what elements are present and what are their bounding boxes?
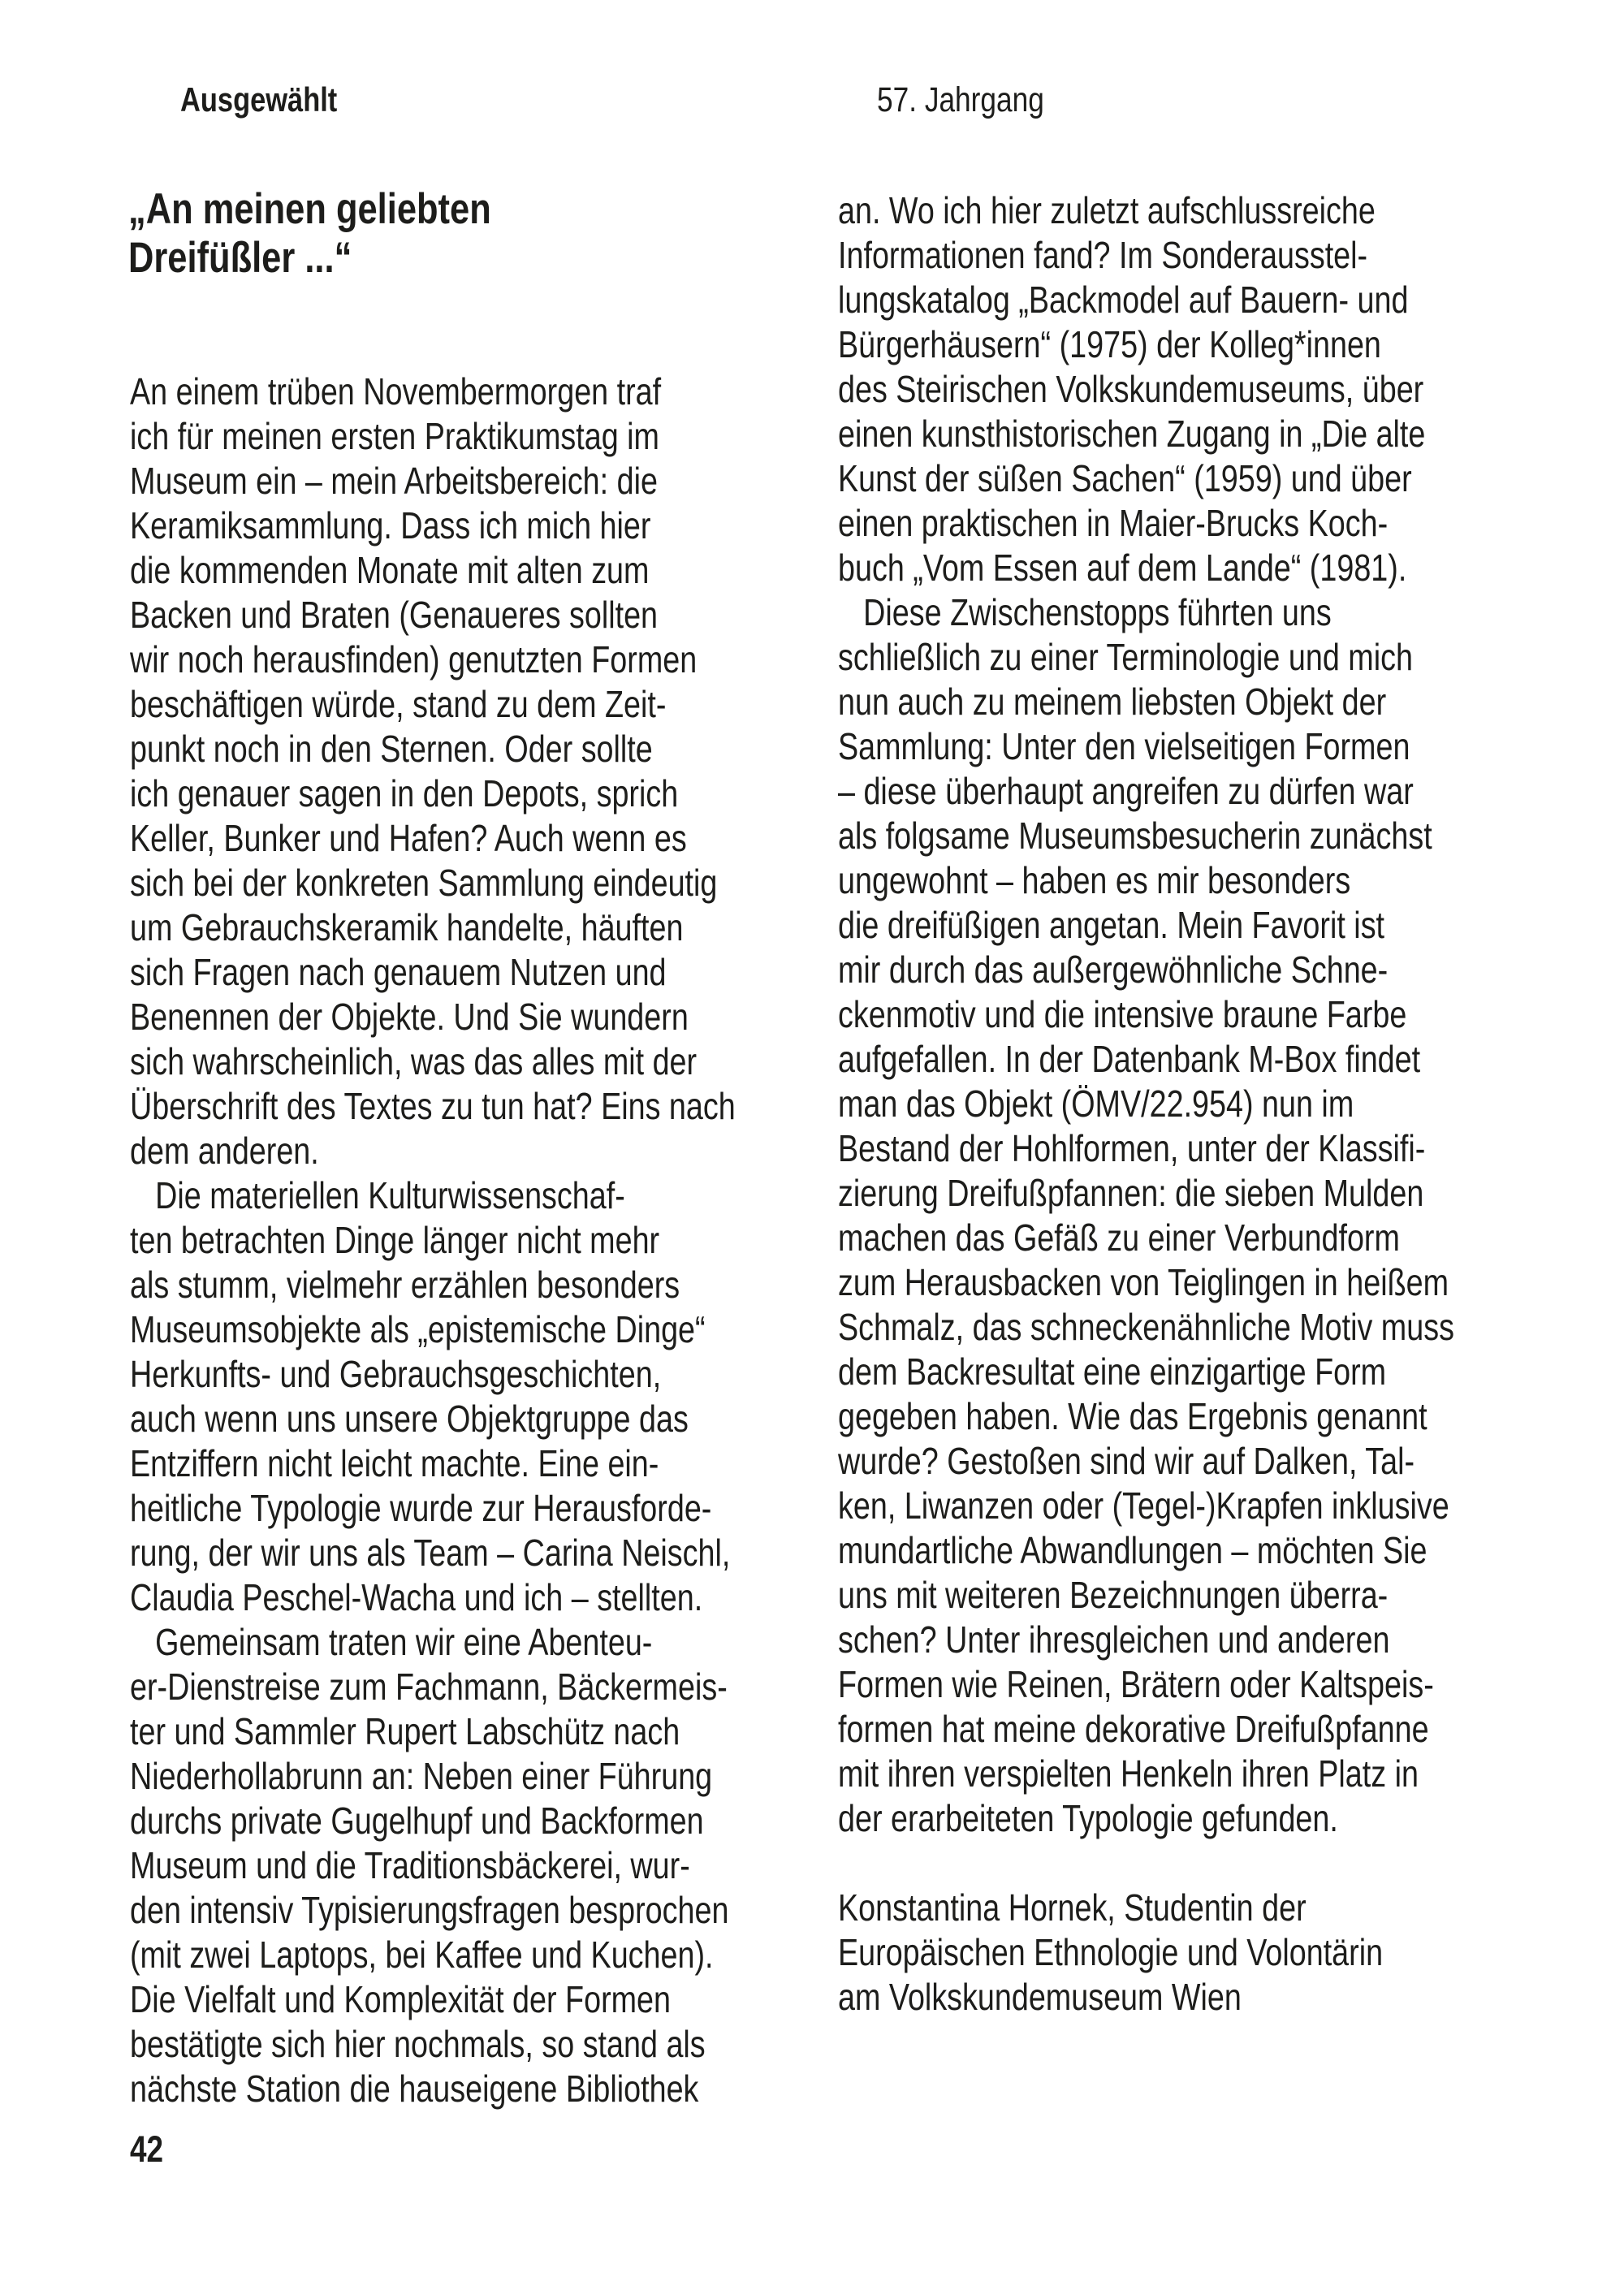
text-line: Konstantina Hornek, Studentin der	[838, 1886, 1307, 1929]
text-line: ken, Liwanzen oder (Tegel-)Krapfen inklusive	[838, 1484, 1449, 1527]
text-line: man das Objekt (ÖMV/22.954) nun im	[838, 1082, 1354, 1125]
text-line: schließlich zu einer Terminologie und mich	[838, 636, 1413, 678]
text-line: Museum und die Traditionsbäckerei, wur-	[130, 1844, 690, 1886]
text-line: Herkunfts- und Gebrauchsgeschichten,	[130, 1353, 662, 1395]
text-line: Niederhollabrunn an: Neben einer Führung	[130, 1755, 713, 1797]
text-line: ich genauer sagen in den Depots, sprich	[130, 772, 679, 814]
text-line: schen? Unter ihresgleichen und anderen	[838, 1618, 1390, 1661]
text-line: Dreifüßler ...“	[128, 234, 352, 282]
text-line: nun auch zu meinem liebsten Objekt der	[838, 681, 1387, 723]
text-line: uns mit weiteren Bezeichnungen überra-	[838, 1574, 1389, 1616]
text-line: Sammlung: Unter den vielseitigen Formen	[838, 725, 1410, 767]
text-line: mit ihren verspielten Henkeln ihren Platz in	[838, 1752, 1419, 1795]
text-line: Formen wie Reinen, Brätern oder Kaltspeis-	[838, 1663, 1434, 1705]
text-line: als stumm, vielmehr erzählen besonders	[130, 1264, 680, 1306]
text-line: sich wahrscheinlich, was das alles mit der	[130, 1040, 698, 1082]
text-line: ter und Sammler Rupert Labschütz nach	[130, 1710, 680, 1752]
text-line: aufgefallen. In der Datenbank M-Box findet	[838, 1038, 1421, 1080]
text-line: er-Dienstreise zum Fachmann, Bäckermeis-	[130, 1666, 728, 1708]
text-line: beschäftigen würde, stand zu dem Zeit-	[130, 683, 667, 725]
text-line: Entziffern nicht leicht machte. Eine ein-	[130, 1442, 659, 1484]
text-line: ich für meinen ersten Praktikumstag im	[130, 415, 659, 457]
text-line: Keramiksammlung. Dass ich mich hier	[130, 504, 651, 547]
text-line: die dreifüßigen angetan. Mein Favorit ist	[838, 904, 1385, 946]
text-line: heitliche Typologie wurde zur Herausforde-	[130, 1487, 712, 1529]
text-line: ten betrachten Dinge länger nicht mehr	[130, 1219, 660, 1261]
text-line: die kommenden Monate mit alten zum	[130, 549, 650, 591]
text-line: Benennen der Objekte. Und Sie wundern	[130, 996, 689, 1038]
volume-header: 57. Jahrgang	[877, 80, 1044, 119]
text-line: dem Backresultat eine einzigartige Form	[838, 1350, 1387, 1393]
text-line: als folgsame Museumsbesucherin zunächst	[838, 814, 1432, 857]
text-line: Kunst der süßen Sachen“ (1959) und über	[838, 457, 1412, 499]
text-line: Die materiellen Kulturwissenschaf-	[155, 1174, 625, 1216]
text-line: mundartliche Abwandlungen – möchten Sie	[838, 1529, 1427, 1571]
left-column	[130, 369, 802, 2111]
text-line: rung, der wir uns als Team – Carina Neischl,	[130, 1532, 731, 1574]
text-line: den intensiv Typisierungsfragen besprochen	[130, 1889, 729, 1931]
text-line: „An meinen geliebten	[128, 185, 491, 233]
text-line: durchs private Gugelhupf und Backformen	[130, 1800, 704, 1842]
text-line: Informationen fand? Im Sonderausstel-	[838, 234, 1368, 276]
text-line: Gemeinsam traten wir eine Abenteu-	[155, 1621, 653, 1663]
text-line: Claudia Peschel-Wacha und ich – stellten.	[130, 1576, 703, 1618]
section-header: Ausgewählt	[180, 80, 338, 119]
text-line: Backen und Braten (Genaueres sollten	[130, 594, 659, 636]
text-line: auch wenn uns unsere Objektgruppe das	[130, 1398, 689, 1440]
text-line: punkt noch in den Sternen. Oder sollte	[130, 728, 653, 770]
text-line: Museumsobjekte als „epistemische Dinge“	[130, 1308, 706, 1350]
text-line: wurde? Gestoßen sind wir auf Dalken, Tal-	[838, 1440, 1415, 1482]
text-line: zum Herausbacken von Teiglingen in heißem	[838, 1261, 1449, 1303]
page-number: 42	[130, 2128, 164, 2170]
text-line: Europäischen Ethnologie und Volontärin	[838, 1931, 1384, 1973]
byline	[838, 1886, 1510, 2020]
text-line: zierung Dreifußpfannen: die sieben Mulden	[838, 1172, 1424, 1214]
text-line: gegeben haben. Wie das Ergebnis genannt	[838, 1395, 1427, 1437]
text-line: Bürgerhäusern“ (1975) der Kolleg*innen	[838, 323, 1381, 365]
text-line: sich bei der konkreten Sammlung eindeutig	[130, 862, 718, 904]
text-line: Die Vielfalt und Komplexität der Formen	[130, 1978, 672, 2020]
text-line: an. Wo ich hier zuletzt aufschlussreiche	[838, 189, 1376, 231]
text-line: buch „Vom Essen auf dem Lande“ (1981).	[838, 547, 1407, 589]
text-line: einen praktischen in Maier-Brucks Koch-	[838, 502, 1389, 544]
text-line: bestätigte sich hier nochmals, so stand als	[130, 2023, 706, 2065]
text-line: wir noch herausfinden) genutzten Formen	[130, 638, 698, 681]
text-line: lungskatalog „Backmodel auf Bauern- und	[838, 279, 1409, 321]
text-line: An einem trüben Novembermorgen traf	[130, 370, 662, 413]
text-line: machen das Gefäß zu einer Verbundform	[838, 1216, 1400, 1259]
text-line: einen kunsthistorischen Zugang in „Die alte	[838, 413, 1426, 455]
text-line: dem anderen.	[130, 1130, 319, 1172]
text-line: Überschrift des Textes zu tun hat? Eins nach	[130, 1085, 736, 1127]
right-column	[838, 188, 1510, 2020]
text-line: um Gebrauchskeramik handelte, häuften	[130, 906, 684, 948]
text-line: der erarbeiteten Typologie gefunden.	[838, 1797, 1338, 1839]
text-line: sich Fragen nach genauem Nutzen und	[130, 951, 667, 993]
text-line: Bestand der Hohlformen, unter der Klassifi-	[838, 1127, 1426, 1169]
text-line: Diese Zwischenstopps führten uns	[863, 591, 1332, 633]
text-line: nächste Station die hauseigene Bibliothek	[130, 2067, 699, 2110]
text-line: Schmalz, das schneckenähnliche Motiv muss	[838, 1306, 1454, 1348]
text-line: (mit zwei Laptops, bei Kaffee und Kuchen).	[130, 1934, 714, 1976]
text-line: Keller, Bunker und Hafen? Auch wenn es	[130, 817, 687, 859]
text-line: formen hat meine dekorative Dreifußpfanne	[838, 1708, 1429, 1750]
text-line: Museum ein – mein Arbeitsbereich: die	[130, 460, 658, 502]
text-line: – diese überhaupt angreifen zu dürfen war	[838, 770, 1414, 812]
text-line: am Volkskundemuseum Wien	[838, 1976, 1242, 2018]
text-line: ungewohnt – haben es mir besonders	[838, 859, 1351, 901]
text-line: mir durch das außergewöhnliche Schne-	[838, 948, 1389, 991]
article-title	[128, 185, 491, 283]
text-line: des Steirischen Volkskundemuseums, über	[838, 368, 1424, 410]
text-line: ckenmotiv und die intensive braune Farbe	[838, 993, 1407, 1035]
right-column-text	[838, 188, 1510, 1841]
